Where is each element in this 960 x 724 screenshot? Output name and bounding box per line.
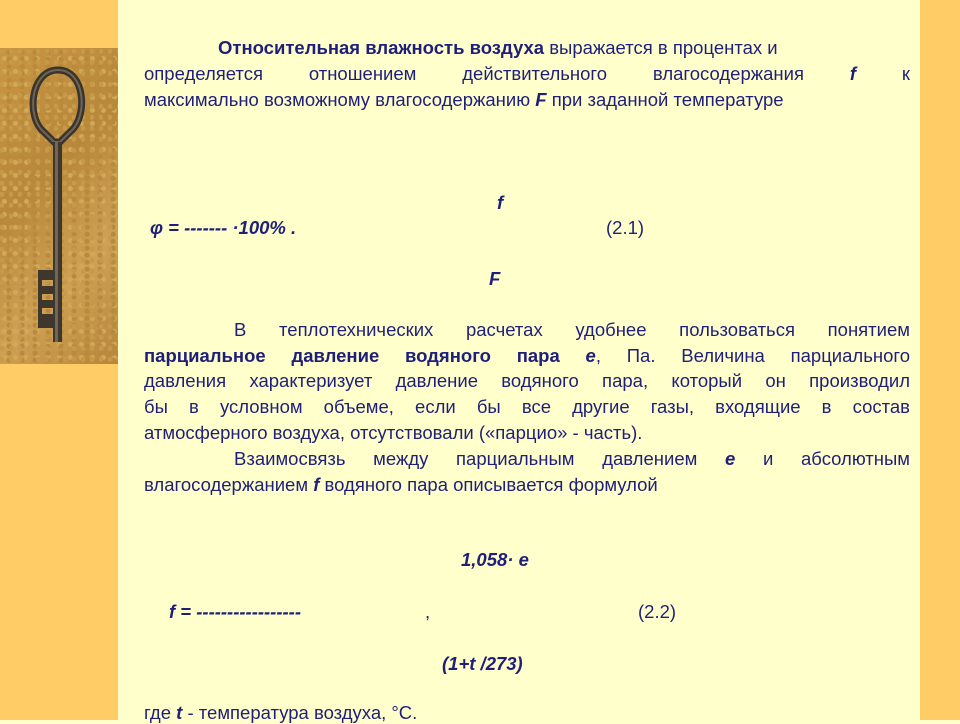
- para2-line1-text: В теплотехнических расчетах удобнее пользоваться понятием: [234, 319, 910, 340]
- formula2-number: (2.2): [638, 601, 677, 622]
- formula2-numerator: 1,058· е: [461, 549, 529, 570]
- formula1-lhs: φ = ------- ·100% .: [150, 217, 297, 238]
- para1-line2: [144, 63, 910, 85]
- right-decor-band: [920, 0, 960, 720]
- formula1-number: (2.1): [606, 217, 645, 238]
- var-t: t: [176, 702, 183, 723]
- para3-line1: [234, 448, 910, 470]
- footer-line: [144, 702, 417, 724]
- para1-line3: [144, 89, 784, 111]
- para1-line1: [218, 37, 778, 59]
- formula2-lhs: f = -----------------: [169, 601, 301, 622]
- para1-line1-text: выражается в процентах и: [549, 37, 778, 58]
- para1-line2-text: определяется отношением действительного влагосодержания: [144, 63, 804, 84]
- para3-line2: [144, 474, 658, 496]
- footer-text: - температура воздуха,: [187, 702, 387, 723]
- para2-line4-text: бы в условном объеме, если бы все другие газы, входящие в состав: [144, 396, 910, 417]
- para2-line5-text: атмосферного воздуха, отсутствовали («парцио» - часть).: [144, 422, 643, 443]
- para3-line2-text: влагосодержанием: [144, 474, 309, 495]
- var-e-2: е: [725, 448, 736, 469]
- para3-line1-text2: и абсолютным: [763, 448, 910, 469]
- para2-line3-text: давления характеризует давление водяного пара, который он производил: [144, 370, 910, 391]
- para2-line2: [144, 345, 910, 367]
- formula1-numerator: f: [497, 192, 504, 213]
- term-partial-pressure: парциальное давление водяного пара: [144, 345, 560, 366]
- key-photo-icon: [0, 48, 118, 364]
- para2-line5: [144, 422, 642, 444]
- para2-line4: [144, 396, 910, 418]
- var-F: F: [535, 89, 547, 110]
- formula1-denominator: F: [489, 268, 501, 289]
- var-f-2: f: [313, 474, 320, 495]
- var-e: е: [585, 345, 596, 366]
- footer-where: где: [144, 702, 172, 723]
- para1-line3-text2: при заданной температуре: [551, 89, 784, 110]
- para2-line2-text: , Па. Величина парциального: [595, 345, 910, 366]
- para1-line3-text: максимально возможному влагосодержанию: [144, 89, 531, 110]
- formula2-comma: ,: [425, 601, 431, 622]
- footer-unit: °С.: [391, 702, 418, 723]
- para3-line2-text2: водяного пара описывается формулой: [324, 474, 658, 495]
- para2-line3: [144, 370, 910, 392]
- formula2-denominator: (1+t /273): [442, 653, 523, 674]
- para2-line1: [234, 319, 910, 341]
- para1-line2-k: к: [901, 63, 911, 84]
- var-f: f: [849, 63, 857, 84]
- term-relative-humidity: Относительная влажность воздуха: [218, 37, 545, 58]
- para3-line1-text: Взаимосвязь между парциальным давлением: [234, 448, 698, 469]
